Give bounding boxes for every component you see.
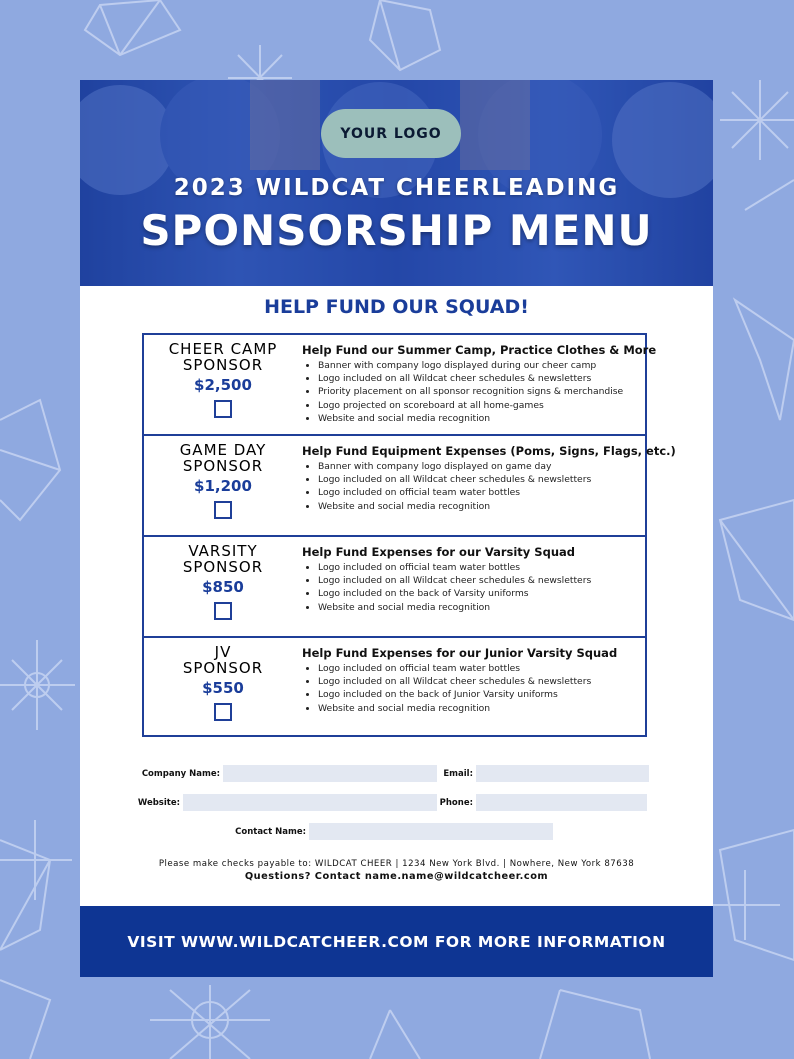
tier-benefits	[302, 444, 676, 513]
benefit-item: • Logo included on all Wildcat cheer schedules & newsletters	[318, 473, 642, 486]
website-label: Website:	[137, 798, 180, 808]
email-field[interactable]	[476, 765, 649, 782]
tier-name-line2: SPONSOR	[182, 457, 264, 475]
benefit-item: • Logo included on official team water bottles	[318, 662, 642, 675]
tier-name-line1: JV	[214, 643, 232, 661]
benefit-item: • Logo included on all Wildcat cheer schedules & newsletters	[318, 574, 642, 587]
tier-checkbox[interactable]	[214, 703, 232, 721]
tier-row-varsity	[144, 537, 645, 638]
benefit-item: • Logo included on official team water bottles	[318, 561, 642, 574]
tier-info	[144, 335, 302, 434]
tier-row-jv	[144, 638, 645, 739]
website-footer-banner: VISIT WWW.WILDCATCHEER.COM FOR MORE INFORMATION	[80, 906, 713, 977]
benefit-item: • Banner with company logo displayed during our cheer camp	[318, 359, 642, 372]
sponsorship-tiers-table	[142, 333, 676, 737]
benefit-item: • Website and social media recognition	[318, 702, 642, 715]
tier-name	[144, 644, 302, 676]
tier-benefits	[302, 646, 642, 715]
tier-price: $1,200	[194, 477, 252, 495]
contact-name-label: Contact Name:	[235, 827, 306, 837]
tier-checkbox[interactable]	[214, 501, 232, 519]
tier-name	[144, 341, 302, 373]
tier-checkbox[interactable]	[214, 400, 232, 418]
tier-heading: Help Fund Expenses for our Junior Varsity Squad	[302, 646, 618, 660]
website-field[interactable]	[183, 794, 437, 811]
benefit-item: • Banner with company logo displayed on game day	[318, 460, 642, 473]
tier-info	[144, 537, 302, 636]
benefit-list	[302, 662, 642, 715]
tier-benefits	[302, 545, 642, 614]
tier-name-line2: SPONSOR	[182, 659, 264, 677]
benefit-item: • Priority placement on all sponsor recognition signs & merchandise	[318, 385, 642, 398]
tier-name	[144, 543, 302, 575]
tier-heading: Help Fund our Summer Camp, Practice Clothes & More	[302, 343, 657, 357]
logo-placeholder: YOUR LOGO	[321, 109, 461, 158]
tier-name-line2: SPONSOR	[182, 558, 264, 576]
tier-name-line1: GAME DAY	[179, 441, 267, 459]
benefit-item: • Logo included on all Wildcat cheer schedules & newsletters	[318, 372, 642, 385]
benefit-item: • Logo included on the back of Varsity uniforms	[318, 587, 642, 600]
contact-name-field[interactable]	[309, 823, 553, 840]
tier-checkbox[interactable]	[214, 602, 232, 620]
tier-info	[144, 638, 302, 739]
benefit-item: • Logo included on the back of Junior Varsity uniforms	[318, 688, 642, 701]
tier-row-game-day	[144, 436, 676, 537]
phone-label: Phone:	[439, 798, 473, 808]
benefit-item: • Website and social media recognition	[318, 500, 642, 513]
questions-note: Questions? Contact name.name@wildcatcheer.com	[244, 871, 549, 882]
tier-name-line2: SPONSOR	[182, 356, 264, 374]
tier-price: $850	[202, 578, 244, 596]
tagline: HELP FUND OUR SQUAD!	[264, 296, 529, 318]
benefit-item: • Logo included on all Wildcat cheer schedules & newsletters	[318, 675, 642, 688]
page-subtitle: 2023 WILDCAT CHEERLEADING	[173, 175, 620, 201]
header-banner	[80, 80, 713, 286]
tier-name-line1: VARSITY	[188, 542, 258, 560]
tier-name	[144, 442, 302, 474]
benefit-item: • Website and social media recognition	[318, 601, 642, 614]
tier-price: $2,500	[194, 376, 252, 394]
tier-info	[144, 436, 302, 535]
tier-name-line1: CHEER CAMP	[168, 340, 278, 358]
tier-price: $550	[202, 679, 244, 697]
benefit-item: • Logo included on official team water bottles	[318, 486, 642, 499]
tier-heading: Help Fund Expenses for our Varsity Squad	[302, 545, 576, 559]
benefit-list	[302, 460, 642, 513]
email-label: Email:	[443, 769, 473, 779]
payment-note: Please make checks payable to: WILDCAT CHEER | 1234 New York Blvd. | Nowhere, New York 87638	[158, 859, 635, 869]
tier-row-cheer-camp	[144, 335, 657, 436]
tier-benefits	[302, 343, 657, 425]
benefit-item: • Website and social media recognition	[318, 412, 642, 425]
benefit-list	[302, 359, 642, 425]
sponsorship-sheet	[80, 80, 713, 977]
tier-heading: Help Fund Equipment Expenses (Poms, Signs, Flags, etc.)	[302, 444, 676, 458]
company-name-label: Company Name:	[141, 769, 220, 779]
company-name-field[interactable]	[223, 765, 437, 782]
phone-field[interactable]	[476, 794, 647, 811]
page-title: SPONSORSHIP MENU	[140, 206, 653, 255]
benefit-list	[302, 561, 642, 614]
benefit-item: • Logo projected on scoreboard at all home-games	[318, 399, 642, 412]
